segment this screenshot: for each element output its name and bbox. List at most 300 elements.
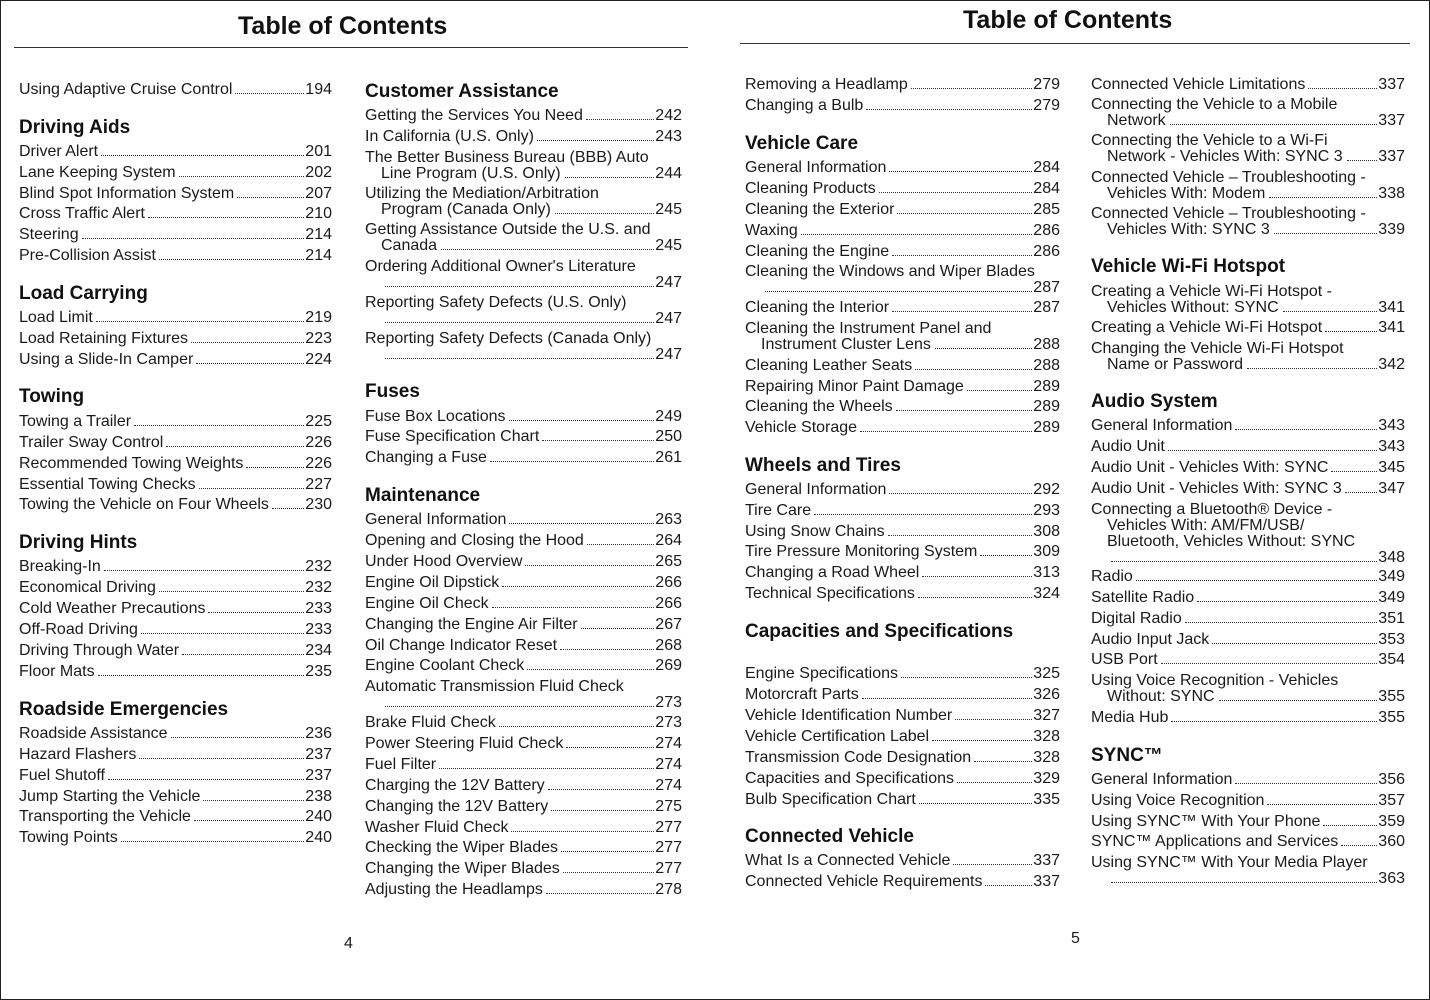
entry-title-line: Using Voice Recognition - Vehicles xyxy=(1091,672,1339,689)
toc-entry-multiline xyxy=(1091,855,1405,887)
toc-entry xyxy=(745,300,1060,316)
entry-page-number: 242 xyxy=(655,107,682,124)
dot-leader xyxy=(148,217,304,218)
entry-title: Audio Input Jack xyxy=(1091,631,1210,648)
entry-title: Using Voice Recognition xyxy=(1091,792,1265,809)
entry-title: Changing a Road Wheel xyxy=(745,564,920,581)
section-heading: Vehicle Wi-Fi Hotspot xyxy=(1091,256,1286,277)
dot-leader xyxy=(860,431,1032,432)
entry-page-number: 343 xyxy=(1378,417,1405,434)
toc-entry xyxy=(1091,611,1405,627)
entry-title: Engine Specifications xyxy=(745,665,898,682)
entry-page-number: 360 xyxy=(1378,833,1405,850)
entry-title: Cleaning the Wheels xyxy=(745,398,893,415)
toc-entry xyxy=(365,596,682,612)
entry-page-number: 354 xyxy=(1378,651,1405,668)
toc-entry-multiline xyxy=(1091,97,1405,129)
entry-page-number: 337 xyxy=(1033,873,1060,890)
toc-entry xyxy=(19,559,332,575)
entry-title-line xyxy=(745,280,1060,296)
entry-title-line: Creating a Vehicle Wi-Fi Hotspot - xyxy=(1091,283,1332,300)
toc-entry xyxy=(745,750,1060,766)
dot-leader xyxy=(1235,783,1377,784)
entry-page-number: 202 xyxy=(305,164,332,181)
entry-title-line: Using SYNC™ With Your Media Player xyxy=(1091,854,1368,871)
entry-title: Fuse Specification Chart xyxy=(365,428,540,445)
entry-page-number: 327 xyxy=(1033,707,1060,724)
dot-leader xyxy=(159,259,304,260)
entry-title: Vehicle Storage xyxy=(745,419,858,436)
entry-page-number: 329 xyxy=(1033,770,1060,787)
left-page-number: 4 xyxy=(344,935,353,952)
entry-title: Audio Unit - Vehicles With: SYNC xyxy=(1091,459,1329,476)
entry-title: Charging the 12V Battery xyxy=(365,777,545,794)
dot-leader xyxy=(441,249,654,250)
toc-entry xyxy=(365,861,682,877)
entry-title-line xyxy=(745,337,1060,353)
toc-entry xyxy=(745,687,1060,703)
section-heading: Driving Hints xyxy=(19,532,138,553)
entry-title: Roadside Assistance xyxy=(19,725,168,742)
entry-title: Tire Pressure Monitoring System xyxy=(745,543,978,560)
entry-page-number: 274 xyxy=(655,756,682,773)
entry-title: Oil Change Indicator Reset xyxy=(365,637,558,654)
toc-entry-multiline xyxy=(1091,133,1405,165)
toc-entry-multiline xyxy=(365,679,682,711)
entry-title-line xyxy=(1091,149,1405,165)
dot-leader xyxy=(191,342,304,343)
toc-entry-multiline xyxy=(1091,673,1405,705)
entry-title: SYNC™ Applications and Services xyxy=(1091,833,1339,850)
entry-title-line: Connected Vehicle – Troubleshooting - xyxy=(1091,205,1366,222)
dot-leader xyxy=(235,93,304,94)
toc-entry xyxy=(745,420,1060,436)
dot-leader xyxy=(1345,492,1378,493)
entry-title-line: Getting Assistance Outside the U.S. and xyxy=(365,221,651,238)
toc-entry-multiline xyxy=(1091,206,1405,238)
dot-leader xyxy=(566,747,654,748)
dot-leader xyxy=(1219,700,1378,701)
entry-title-line: The Better Business Bureau (BBB) Auto xyxy=(365,149,649,166)
dot-leader xyxy=(879,192,1033,193)
dot-leader xyxy=(565,177,655,178)
toc-entry xyxy=(1091,814,1405,830)
entry-page-number: 313 xyxy=(1033,564,1060,581)
toc-entry xyxy=(365,512,682,528)
toc-entry xyxy=(19,809,332,825)
dot-leader xyxy=(1347,160,1378,161)
dot-leader xyxy=(957,782,1032,783)
dot-leader xyxy=(546,893,654,894)
section-heading: Customer Assistance xyxy=(365,81,559,102)
dot-leader xyxy=(1235,429,1377,430)
dot-leader xyxy=(801,234,1033,235)
toc-entry xyxy=(19,310,332,326)
entry-title: USB Port xyxy=(1091,651,1158,668)
dot-leader xyxy=(1136,580,1377,581)
dot-leader xyxy=(1111,561,1377,562)
dot-leader xyxy=(272,508,304,509)
toc-entry xyxy=(745,666,1060,682)
entry-page-number: 289 xyxy=(1033,378,1060,395)
entry-page-number: 235 xyxy=(305,663,332,680)
entry-title: Blind Spot Information System xyxy=(19,185,235,202)
dot-leader xyxy=(537,140,654,141)
toc-entry xyxy=(745,399,1060,415)
entry-title: Cross Traffic Alert xyxy=(19,205,145,222)
entry-page-number: 210 xyxy=(305,205,332,222)
section-heading: Wheels and Tires xyxy=(745,455,901,476)
dot-leader xyxy=(892,311,1032,312)
dot-leader xyxy=(581,628,655,629)
entry-title: What Is a Connected Vehicle xyxy=(745,852,951,869)
dot-leader xyxy=(866,109,1032,110)
toc-entry xyxy=(365,638,682,654)
entry-page-number: 363 xyxy=(1378,870,1405,887)
entry-page-number: 288 xyxy=(1033,357,1060,374)
entry-title: Removing a Headlamp xyxy=(745,76,908,93)
entry-title: Vehicle Identification Number xyxy=(745,707,953,724)
entry-title: Bulb Specification Chart xyxy=(745,791,916,808)
toc-entry-multiline xyxy=(365,259,682,291)
entry-title: Connected Vehicle Limitations xyxy=(1091,76,1306,93)
toc-entry xyxy=(19,497,332,513)
entry-title: Cleaning the Interior xyxy=(745,299,890,316)
dot-leader xyxy=(1325,331,1377,332)
entry-page-number: 287 xyxy=(1033,279,1060,296)
dot-leader xyxy=(862,698,1032,699)
dot-leader xyxy=(911,88,1033,89)
dot-leader xyxy=(1283,311,1378,312)
dot-leader xyxy=(385,358,654,359)
entry-title-continuation: Name or Password xyxy=(1107,356,1244,373)
toc-entry xyxy=(19,414,332,430)
dot-leader xyxy=(121,841,305,842)
toc-entry xyxy=(19,601,332,617)
entry-page-number: 324 xyxy=(1033,585,1060,602)
dot-leader xyxy=(915,369,1032,370)
entry-title: Jump Starting the Vehicle xyxy=(19,788,201,805)
toc-entry xyxy=(19,352,332,368)
entry-title-line xyxy=(1091,113,1405,129)
section-heading: Fuses xyxy=(365,381,420,402)
entry-page-number: 289 xyxy=(1033,398,1060,415)
entry-title: Media Hub xyxy=(1091,709,1169,726)
dot-leader xyxy=(194,820,304,821)
entry-page-number: 328 xyxy=(1033,749,1060,766)
entry-title-continuation: Network xyxy=(1107,112,1166,129)
toc-entry xyxy=(365,108,682,124)
entry-page-number: 359 xyxy=(1378,813,1405,830)
section-heading: Capacities and Specifications xyxy=(745,621,1014,642)
toc-entry xyxy=(365,778,682,794)
toc-entry xyxy=(365,450,682,466)
toc-entry-multiline xyxy=(365,295,682,327)
dot-leader xyxy=(896,410,1033,411)
toc-entry xyxy=(19,789,332,805)
entry-page-number: 286 xyxy=(1033,243,1060,260)
dot-leader xyxy=(509,523,654,524)
dot-leader xyxy=(96,321,304,322)
entry-page-number: 277 xyxy=(655,819,682,836)
entry-title-line: Cleaning the Instrument Panel and xyxy=(745,320,992,337)
toc-entry xyxy=(745,792,1060,808)
entry-page-number: 264 xyxy=(655,532,682,549)
entry-title: Fuse Box Locations xyxy=(365,408,506,425)
toc-entry xyxy=(745,874,1060,890)
entry-title: Load Limit xyxy=(19,309,93,326)
entry-page-number: 247 xyxy=(655,346,682,363)
toc-entry-multiline xyxy=(1091,170,1405,202)
entry-title: Power Steering Fluid Check xyxy=(365,735,564,752)
toc-entry-multiline xyxy=(365,186,682,218)
entry-page-number: 233 xyxy=(305,600,332,617)
dot-leader xyxy=(563,872,655,873)
entry-title: Towing Points xyxy=(19,829,118,846)
entry-page-number: 337 xyxy=(1378,112,1405,129)
dot-leader xyxy=(199,488,305,489)
dot-leader xyxy=(492,607,655,608)
toc-entry xyxy=(1091,460,1405,476)
dot-leader xyxy=(1341,845,1377,846)
dot-leader xyxy=(108,779,304,780)
entry-page-number: 279 xyxy=(1033,97,1060,114)
entry-title: Towing the Vehicle on Four Wheels xyxy=(19,496,269,513)
entry-title: Trailer Sway Control xyxy=(19,434,164,451)
entry-page-number: 273 xyxy=(655,714,682,731)
entry-title: Changing a Bulb xyxy=(745,97,864,114)
entry-page-number: 292 xyxy=(1033,481,1060,498)
dot-leader xyxy=(955,719,1032,720)
entry-title-line xyxy=(1091,186,1405,202)
entry-page-number: 339 xyxy=(1378,221,1405,238)
entry-title: General Information xyxy=(745,481,887,498)
entry-page-number: 238 xyxy=(305,788,332,805)
entry-title: Cleaning the Exterior xyxy=(745,201,895,218)
dot-leader xyxy=(179,176,305,177)
entry-page-number: 250 xyxy=(655,428,682,445)
entry-page-number: 263 xyxy=(655,511,682,528)
entry-page-number: 309 xyxy=(1033,543,1060,560)
dot-leader xyxy=(888,535,1033,536)
entry-title: Satellite Radio xyxy=(1091,589,1195,606)
toc-entry-multiline xyxy=(1091,502,1405,566)
dot-leader xyxy=(246,467,304,468)
entry-page-number: 268 xyxy=(655,637,682,654)
entry-page-number: 349 xyxy=(1378,589,1405,606)
dot-leader xyxy=(1323,825,1377,826)
toc-entry-multiline xyxy=(1091,341,1405,373)
toc-entry xyxy=(745,565,1060,581)
entry-page-number: 227 xyxy=(305,476,332,493)
right-page-title: Table of Contents xyxy=(963,6,1173,34)
dot-leader xyxy=(82,238,305,239)
toc-entry xyxy=(19,206,332,222)
entry-title: Cold Weather Precautions xyxy=(19,600,206,617)
dot-leader xyxy=(1161,663,1378,664)
dot-leader xyxy=(586,119,654,120)
entry-page-number: 245 xyxy=(655,201,682,218)
toc-entry xyxy=(745,524,1060,540)
entry-title-line: Cleaning the Windows and Wiper Blades xyxy=(745,263,1035,280)
entry-page-number: 308 xyxy=(1033,523,1060,540)
dot-leader xyxy=(922,576,1032,577)
toc-entry xyxy=(19,456,332,472)
left-title-rule xyxy=(14,47,688,48)
toc-entry xyxy=(19,82,332,98)
entry-title: Changing the 12V Battery xyxy=(365,798,549,815)
toc-entry xyxy=(745,202,1060,218)
toc-entry xyxy=(19,435,332,451)
section-heading: Maintenance xyxy=(365,485,481,506)
entry-title-line xyxy=(365,347,682,363)
dot-leader xyxy=(490,461,654,462)
toc-entry xyxy=(365,617,682,633)
dot-leader xyxy=(919,803,1033,804)
dot-leader xyxy=(1267,804,1377,805)
dot-leader xyxy=(1171,721,1377,722)
toc-entry xyxy=(19,186,332,202)
toc-entry xyxy=(1091,481,1405,497)
section-heading: SYNC™ xyxy=(1091,745,1163,766)
entry-title: Under Hood Overview xyxy=(365,553,523,570)
toc-entry xyxy=(19,830,332,846)
dot-leader xyxy=(509,420,655,421)
entry-page-number: 293 xyxy=(1033,502,1060,519)
dot-leader xyxy=(1269,197,1377,198)
entry-title: Adjusting the Headlamps xyxy=(365,881,543,898)
dot-leader xyxy=(525,565,654,566)
toc-entry xyxy=(745,98,1060,114)
dot-leader xyxy=(1170,124,1378,125)
toc-entry xyxy=(745,544,1060,560)
entry-page-number: 237 xyxy=(305,746,332,763)
toc-entry xyxy=(365,554,682,570)
toc-entry xyxy=(365,799,682,815)
entry-page-number: 249 xyxy=(655,408,682,425)
entry-title: General Information xyxy=(745,159,887,176)
entry-page-number: 232 xyxy=(305,579,332,596)
entry-page-number: 194 xyxy=(305,81,332,98)
right-title-rule xyxy=(740,43,1410,44)
toc-entry xyxy=(745,503,1060,519)
dot-leader xyxy=(548,789,655,790)
entry-page-number: 267 xyxy=(655,616,682,633)
entry-page-number: 237 xyxy=(305,767,332,784)
toc-entry xyxy=(1091,590,1405,606)
toc-entry xyxy=(365,882,682,898)
entry-title: Load Retaining Fixtures xyxy=(19,330,188,347)
dot-leader xyxy=(1274,233,1378,234)
entry-title: Towing a Trailer xyxy=(19,413,132,430)
toc-entry xyxy=(745,77,1060,93)
dot-leader xyxy=(166,446,304,447)
entry-page-number: 266 xyxy=(655,595,682,612)
entry-title-line xyxy=(365,311,682,327)
entry-title-line xyxy=(1091,357,1405,373)
toc-entry xyxy=(1091,772,1405,788)
entry-title: Repairing Minor Paint Damage xyxy=(745,378,964,395)
entry-title-line: Changing the Vehicle Wi-Fi Hotspot xyxy=(1091,340,1344,357)
entry-title: Cleaning Products xyxy=(745,180,876,197)
entry-title-line: Connecting the Vehicle to a Wi-Fi xyxy=(1091,132,1328,149)
dot-leader xyxy=(1185,622,1378,623)
toc-entry-multiline xyxy=(365,331,682,363)
entry-page-number: 261 xyxy=(655,449,682,466)
dot-leader xyxy=(901,677,1032,678)
entry-title-line: Reporting Safety Defects (Canada Only) xyxy=(365,330,652,347)
toc-entry-multiline xyxy=(365,222,682,254)
entry-page-number: 341 xyxy=(1378,299,1405,316)
entry-title-line xyxy=(1091,300,1405,316)
entry-title-line xyxy=(365,275,682,291)
entry-title: Audio Unit xyxy=(1091,438,1165,455)
dot-leader xyxy=(104,570,304,571)
toc-entry xyxy=(365,820,682,836)
entry-title-continuation: Without: SYNC xyxy=(1107,688,1215,705)
dot-leader xyxy=(182,654,304,655)
dot-leader xyxy=(561,851,654,852)
entry-title-continuation: Vehicles With: Modem xyxy=(1107,185,1266,202)
toc-entry xyxy=(1091,77,1405,93)
dot-leader xyxy=(542,440,654,441)
entry-page-number: 243 xyxy=(655,128,682,145)
entry-page-number: 355 xyxy=(1378,709,1405,726)
entry-title: General Information xyxy=(1091,417,1233,434)
toc-entry xyxy=(1091,418,1405,434)
dot-leader xyxy=(385,286,654,287)
entry-page-number: 348 xyxy=(1378,549,1405,566)
dot-leader xyxy=(196,363,304,364)
entry-page-number: 234 xyxy=(305,642,332,659)
entry-title-line: Automatic Transmission Fluid Check xyxy=(365,678,624,695)
dot-leader xyxy=(1247,368,1377,369)
entry-page-number: 224 xyxy=(305,351,332,368)
entry-page-number: 214 xyxy=(305,226,332,243)
entry-title: Lane Keeping System xyxy=(19,164,176,181)
dot-leader xyxy=(814,514,1032,515)
entry-title: Off-Road Driving xyxy=(19,621,138,638)
dot-leader xyxy=(897,213,1032,214)
entry-page-number: 201 xyxy=(305,143,332,160)
toc-entry xyxy=(365,658,682,674)
entry-title: Driver Alert xyxy=(19,143,99,160)
entry-title: General Information xyxy=(365,511,507,528)
entry-page-number: 247 xyxy=(655,274,682,291)
toc-entry xyxy=(1091,834,1405,850)
entry-page-number: 266 xyxy=(655,574,682,591)
entry-title-line: Reporting Safety Defects (U.S. Only) xyxy=(365,294,627,311)
section-heading: Vehicle Care xyxy=(745,133,859,154)
section-heading: Audio System xyxy=(1091,391,1218,412)
dot-leader xyxy=(98,675,305,676)
entry-title-line: Connecting a Bluetooth® Device - xyxy=(1091,501,1333,518)
toc-entry xyxy=(1091,632,1405,648)
entry-page-number: 288 xyxy=(1033,336,1060,353)
dot-leader xyxy=(1212,643,1377,644)
toc-entry xyxy=(745,729,1060,745)
entry-page-number: 337 xyxy=(1378,148,1405,165)
entry-page-number: 275 xyxy=(655,798,682,815)
toc-entry xyxy=(19,664,332,680)
entry-page-number: 214 xyxy=(305,247,332,264)
entry-title-line: Vehicles With: AM/FM/USB/ xyxy=(1107,517,1305,534)
dot-leader xyxy=(555,213,654,214)
entry-title: Engine Coolant Check xyxy=(365,657,525,674)
entry-title: Capacities and Specifications xyxy=(745,770,955,787)
toc-entry xyxy=(365,840,682,856)
dot-leader xyxy=(1331,471,1377,472)
